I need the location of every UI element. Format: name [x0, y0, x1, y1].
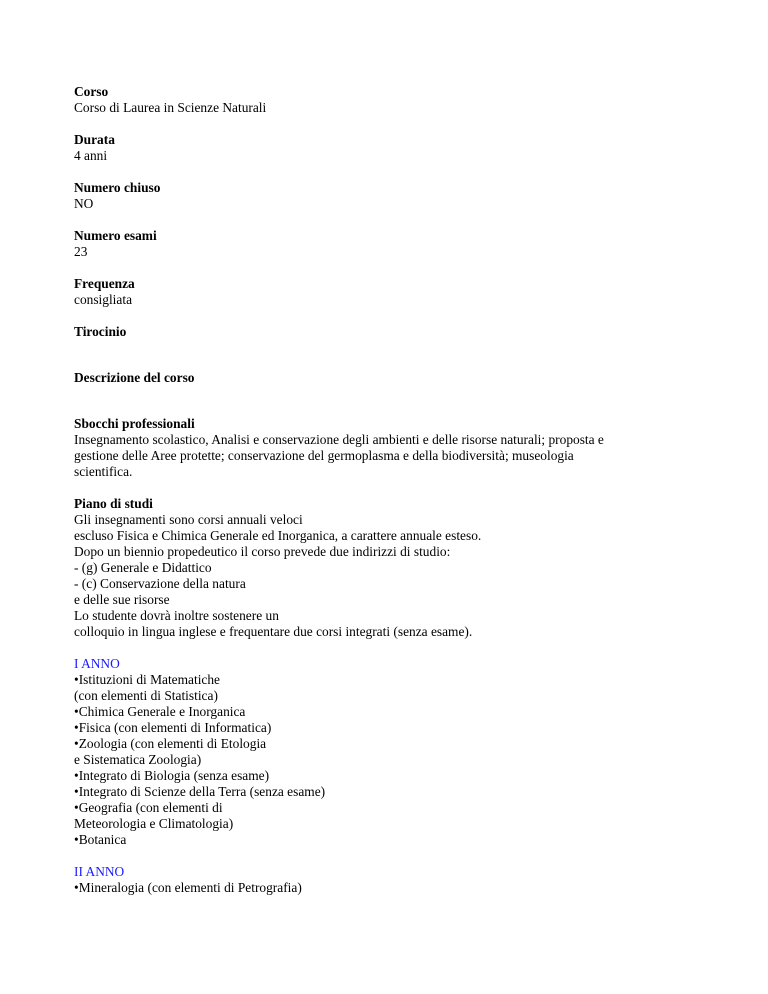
text-line: e delle sue risorse — [74, 592, 170, 607]
field-value: 23 — [74, 244, 88, 259]
document-page — [74, 84, 734, 896]
text-line: - (g) Generale e Didattico — [74, 560, 212, 575]
field-label: Frequenza — [74, 276, 135, 291]
course-item: •Zoologia (con elementi di Etologia — [74, 736, 267, 751]
text-line: colloquio in lingua inglese e frequentare due corsi integrati (senza esame). — [74, 624, 473, 639]
field-frequenza — [74, 276, 734, 308]
section-year-1 — [74, 656, 734, 848]
field-label: Tirocinio — [74, 324, 127, 339]
text-line: Lo studente dovrà inoltre sostenere un — [74, 608, 279, 623]
text-line: Gli insegnamenti sono corsi annuali veloci — [74, 512, 303, 527]
field-descrizione — [74, 370, 734, 386]
field-label: Corso — [74, 84, 109, 99]
course-item: •Geografia (con elementi di — [74, 800, 223, 815]
text-line: escluso Fisica e Chimica Generale ed Inorganica, a carattere annuale esteso. — [74, 528, 482, 543]
course-item: •Integrato di Biologia (senza esame) — [74, 768, 270, 783]
section-piano-di-studi — [74, 496, 734, 640]
field-durata — [74, 132, 734, 164]
text-line: Dopo un biennio propedeutico il corso prevede due indirizzi di studio: — [74, 544, 451, 559]
course-item: •Fisica (con elementi di Informatica) — [74, 720, 272, 735]
year-heading: II ANNO — [74, 864, 125, 879]
field-value: NO — [74, 196, 94, 211]
field-numero-chiuso — [74, 180, 734, 212]
field-label: Numero esami — [74, 228, 157, 243]
field-value: consigliata — [74, 292, 133, 307]
course-item: •Integrato di Scienze della Terra (senza esame) — [74, 784, 326, 799]
course-item: e Sistematica Zoologia) — [74, 752, 202, 767]
section-year-2 — [74, 864, 734, 896]
text-line: scientifica. — [74, 464, 133, 479]
text-line: Insegnamento scolastico, Analisi e conservazione degli ambienti e delle risorse naturali; proposta e — [74, 432, 604, 447]
course-item: (con elementi di Statistica) — [74, 688, 218, 703]
course-item: •Chimica Generale e Inorganica — [74, 704, 246, 719]
field-value: 4 anni — [74, 148, 108, 163]
year-heading: I ANNO — [74, 656, 120, 671]
field-numero-esami — [74, 228, 734, 260]
course-item: •Istituzioni di Matematiche — [74, 672, 220, 687]
course-item: Meteorologia e Climatologia) — [74, 816, 234, 831]
text-line: gestione delle Aree protette; conservazione del germoplasma e della biodiversità; museologia — [74, 448, 574, 463]
course-item: •Botanica — [74, 832, 127, 847]
field-label: Numero chiuso — [74, 180, 161, 195]
field-label: Durata — [74, 132, 115, 147]
section-heading: Piano di studi — [74, 496, 153, 511]
field-tirocinio — [74, 324, 734, 340]
field-corso — [74, 84, 734, 116]
section-sbocchi — [74, 416, 734, 480]
field-label: Descrizione del corso — [74, 370, 195, 385]
field-value: Corso di Laurea in Scienze Naturali — [74, 100, 267, 115]
course-item: •Mineralogia (con elementi di Petrografia) — [74, 880, 302, 895]
text-line: - (c) Conservazione della natura — [74, 576, 246, 591]
section-heading: Sbocchi professionali — [74, 416, 195, 431]
